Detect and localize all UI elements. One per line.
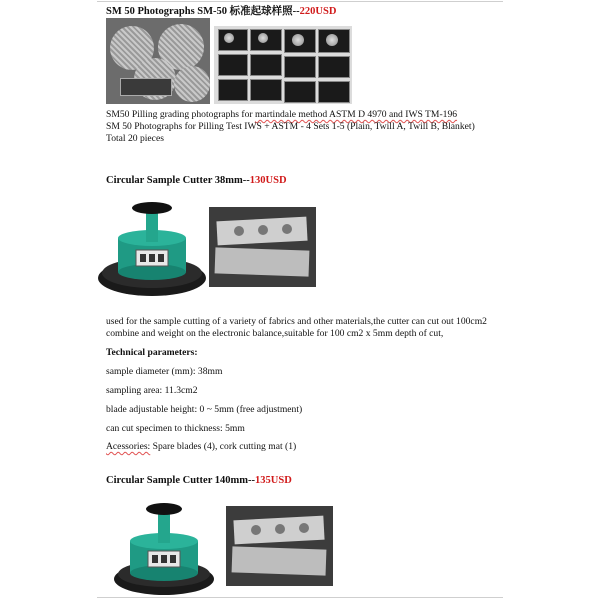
cutter140-title-text: Circular Sample Cutter 140mm-- [106,475,256,486]
param-accessories [106,441,296,453]
sm50-line-1: SM50 Pilling grading photographs for martindale method ASTM D 4970 and IWS TM-196 [106,109,458,120]
param-diameter: sample diameter (mm): 38mm [106,366,223,377]
sm50-photo-discs [106,18,210,104]
tech-params-heading: Technical parameters: [106,347,198,358]
cutter140-price: 135USD [255,475,292,486]
sm50-photo-cards [214,26,352,104]
param-blade-height: blade adjustable height: 0 ~ 5mm (free adjustment) [106,404,303,415]
sm50-price: 220USD [299,6,337,17]
top-divider [97,1,503,2]
cutter140-image [112,493,216,597]
cutter38-image [96,196,208,300]
sm50-line-2: SM 50 Photographs for Pilling Test IWS + ASTM - 4 Sets 1-5 (Plain, Twill A, Twill B, Blanket) [106,121,475,132]
sm50-line-1-full: martindale method ASTM D 4970 and IWS TM-196 [254,109,458,120]
cutter38-price: 130USD [249,175,287,186]
cutter38-desc-1: used for the sample cutting of a variety of fabrics and other materials,the cutter can cut out 100cm2 [106,316,487,327]
accessories-value: Spare blades (4), cork cutting mat (1) [150,441,297,452]
param-thickness: can cut specimen to thickness: 5mm [106,423,245,434]
accessories-label: Acessories: [106,441,151,452]
blades38-image [209,207,316,287]
cutter140-title [106,475,292,486]
sm50-title [106,3,336,18]
cutter38-title-text: Circular Sample Cutter 38mm-- [106,175,250,186]
cutter38-title [106,175,287,186]
blades140-image [226,506,333,586]
sm50-title-text: SM 50 Photographs SM-50 标准起球样照-- [106,6,300,17]
bottom-divider [97,597,503,598]
param-area: sampling area: 11.3cm2 [106,385,198,396]
cutter38-desc-2: combine and weight on the electronic balance,suitable for 100 cm2 x 5mm depth of cut, [106,328,444,339]
sm50-line-3: Total 20 pieces [106,133,164,144]
